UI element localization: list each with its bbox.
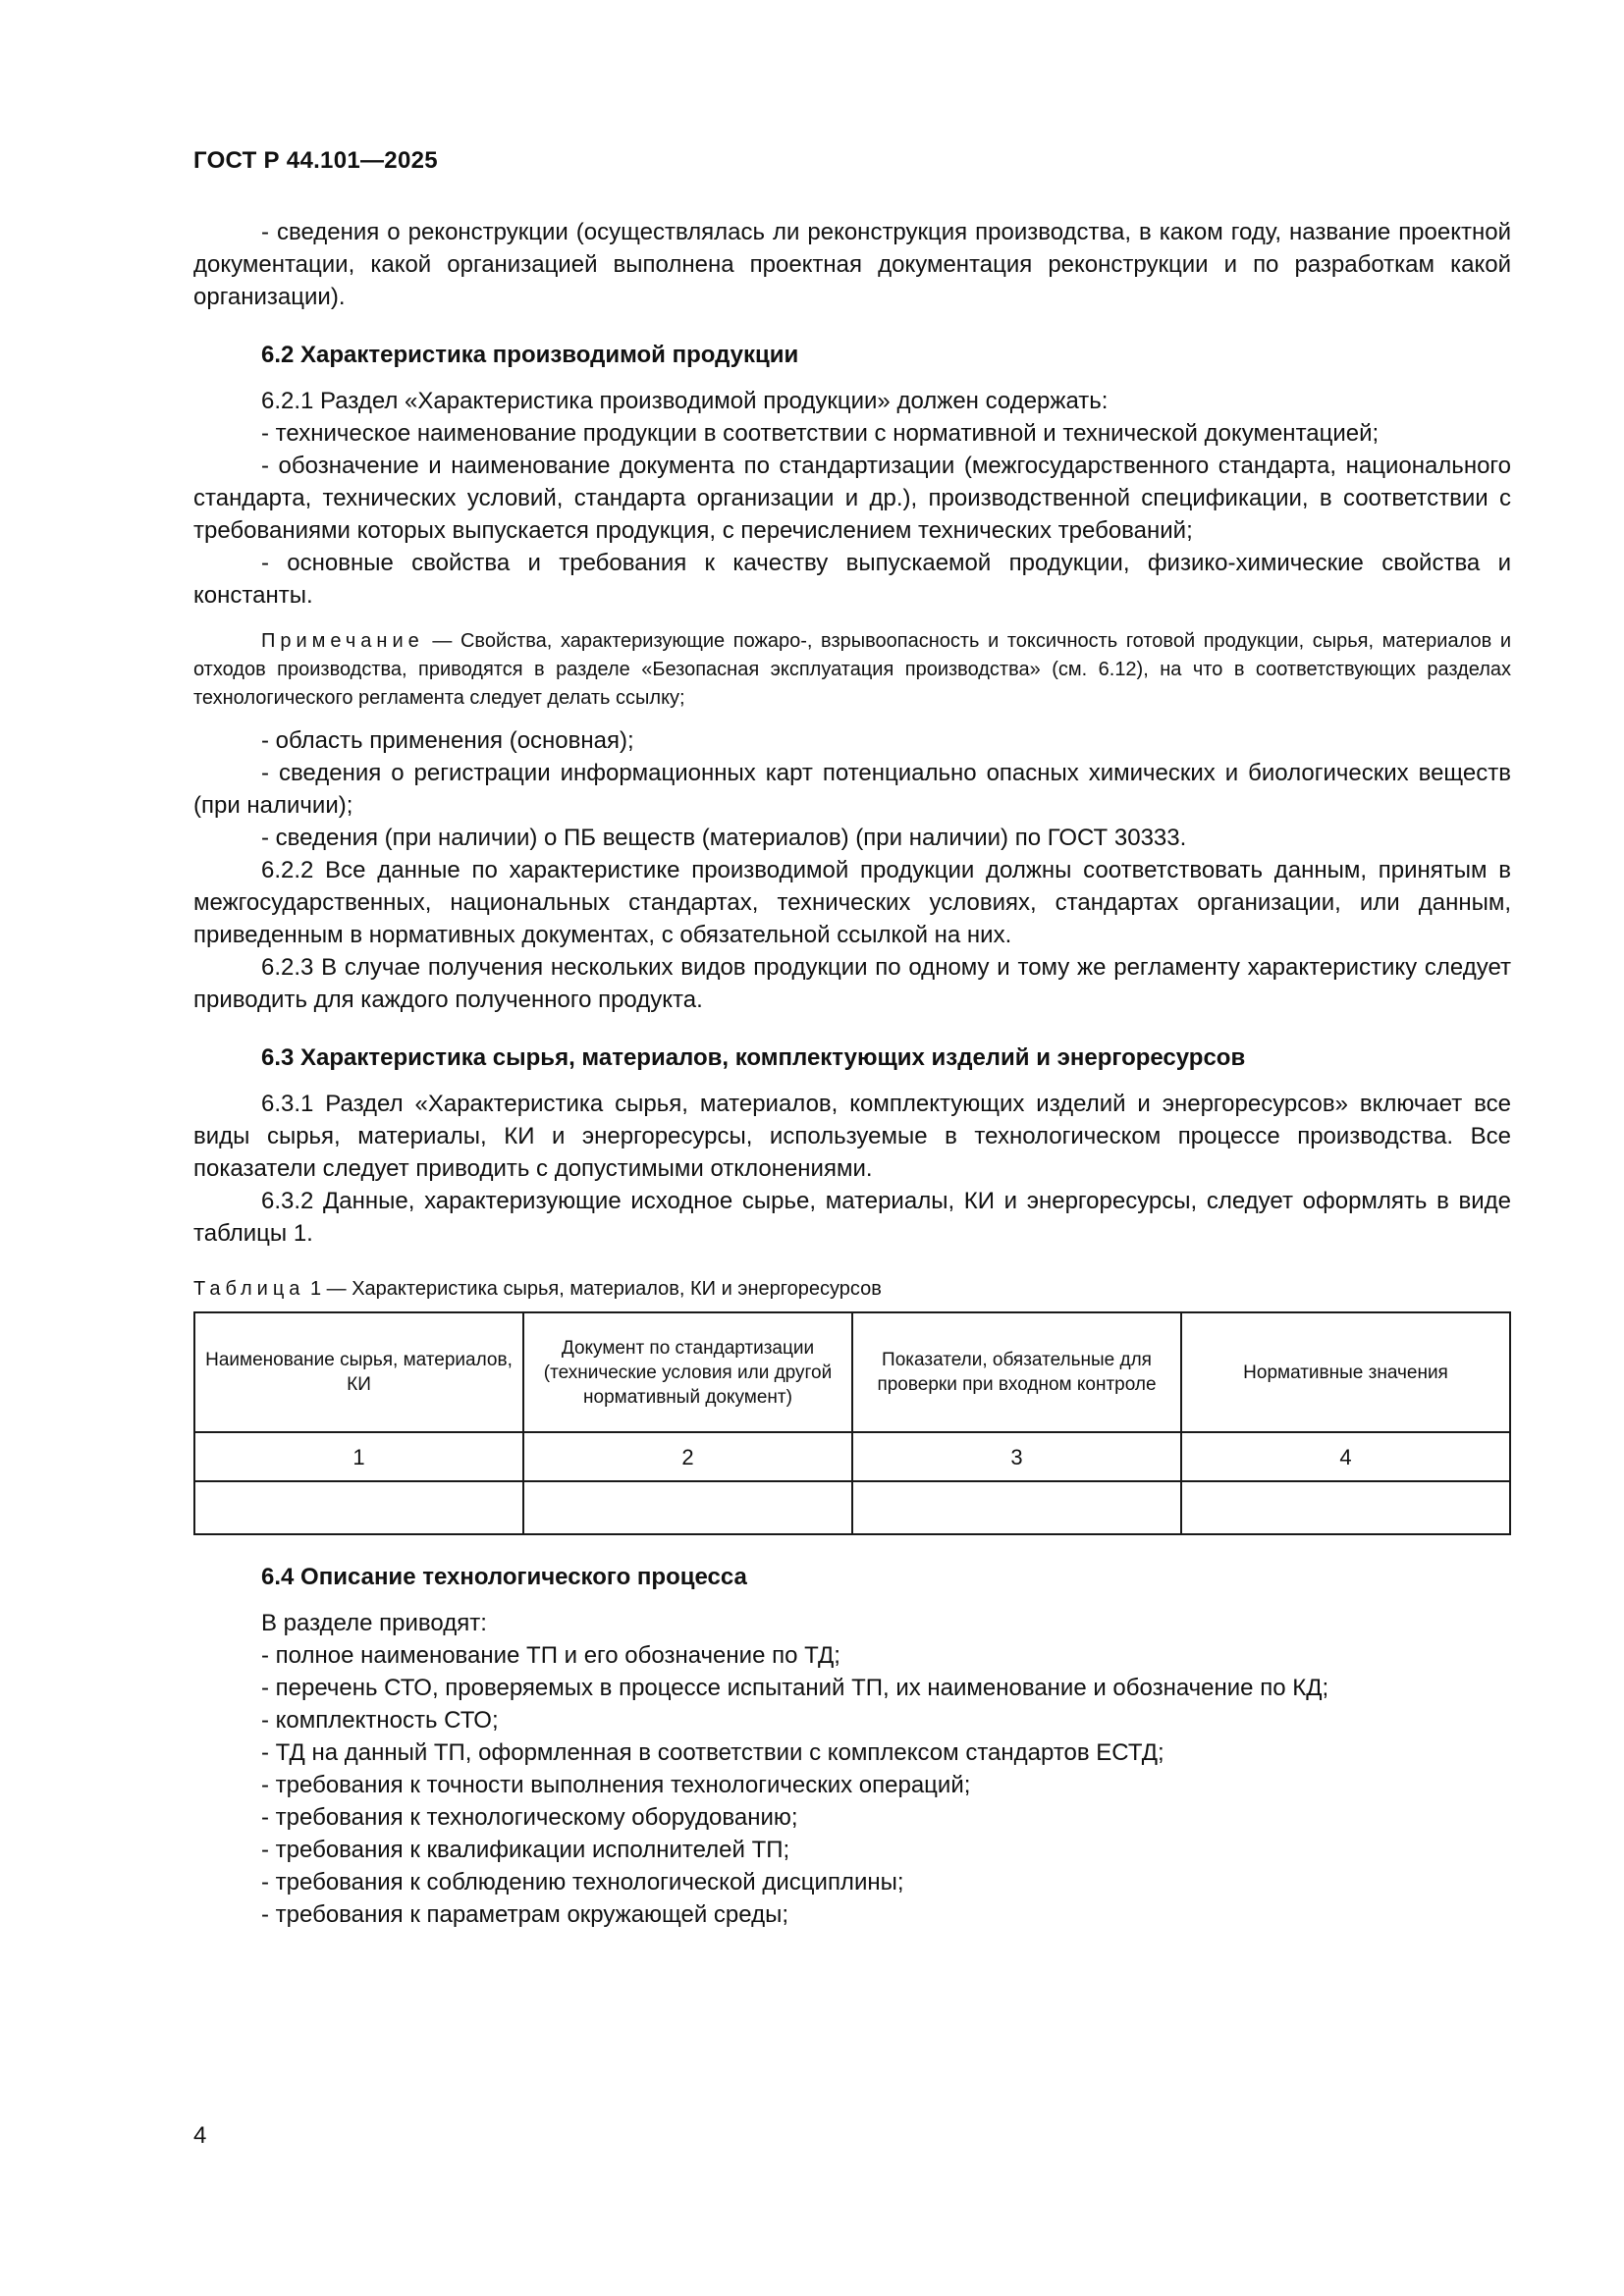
table-1 — [193, 1311, 1511, 1535]
section-6-4-list — [193, 1607, 1511, 1931]
table-number-cell: 3 — [852, 1432, 1181, 1481]
section-6-3-1: 6.3.1 Раздел «Характеристика сырья, материалов, комплектующих изделий и энергоресурсов» включает все виды сырья, материалы, КИ и энергоресурсы, используемые в технологическом процессе производства. Все показатели следует приводить с допустимыми отклонениями. — [193, 1091, 1511, 1182]
list-item: - требования к параметрам окружающей среды; — [261, 1901, 789, 1928]
table-caption-text: 1 — Характеристика сырья, материалов, КИ и энергоресурсов — [304, 1278, 882, 1300]
table-cell — [1181, 1481, 1510, 1534]
note — [193, 627, 1511, 713]
section-6-4-heading: 6.4 Описание технологического процесса — [261, 1564, 747, 1590]
list-item: - сведения о регистрации информационных карт потенциально опасных химических и биологических веществ (при наличии); — [193, 760, 1511, 819]
list-item: - требования к технологическому оборудованию; — [261, 1804, 798, 1831]
table-number-cell: 1 — [194, 1432, 523, 1481]
section-6-2-heading: 6.2 Характеристика производимой продукции — [261, 342, 799, 368]
note-label: Примечание — [261, 630, 424, 652]
table-cell — [523, 1481, 852, 1534]
list-item: - требования к квалификации исполнителей ТП; — [261, 1837, 790, 1863]
intro-item: - сведения о реконструкции (осуществлялась ли реконструкция производства, в каком году, название проектной документации, какой организацией выполнена проектная документация реконструкции и по разработкам какой организации). — [193, 219, 1511, 310]
table-header-cell: Показатели, обязательные для проверки при входном контроле — [852, 1312, 1181, 1432]
list-item: - основные свойства и требования к качеству выпускаемой продукции, физико-химические свойства и константы. — [193, 550, 1511, 609]
table-header-cell: Наименование сырья, материалов, КИ — [194, 1312, 523, 1432]
section-6-2-2: 6.2.2 Все данные по характеристике производимой продукции должны соответствовать данным, принятым в межгосударственных, национальных стандартах, технических условиях, стандартах организации, или данным, приведенным в нормативных документах, с обязательной ссылкой на них. — [193, 857, 1511, 948]
document-page — [193, 147, 1511, 1931]
table-number-cell: 4 — [1181, 1432, 1510, 1481]
section-6-4-lead: В разделе приводят: — [261, 1610, 487, 1636]
table-header-row — [194, 1312, 1510, 1432]
table-header-cell: Документ по стандартизации (технические условия или другой нормативный документ) — [523, 1312, 852, 1432]
list-item: - требования к соблюдению технологической дисциплины; — [261, 1869, 904, 1896]
table-number-row — [194, 1432, 1510, 1481]
section-6-3-heading: 6.3 Характеристика сырья, материалов, комплектующих изделий и энергоресурсов — [261, 1044, 1246, 1071]
list-item: - перечень СТО, проверяемых в процессе испытаний ТП, их наименование и обозначение по КД; — [261, 1675, 1329, 1701]
list-item: - обозначение и наименование документа по стандартизации (межгосударственного стандарта, национального стандарта, технических условий, стандарта организации и др.), производственной спецификации, в соответствии с требованиями которых выпускается продукция, с перечислением технических требований; — [193, 453, 1511, 544]
list-item: - ТД на данный ТП, оформленная в соответствии с комплексом стандартов ЕСТД; — [261, 1739, 1164, 1766]
note-text: — Свойства, характеризующие пожаро-, взрывоопасность и токсичность готовой продукции, сырья, материалов и отходов производства, приводятся в разделе «Безопасная эксплуатация производства» (см. 6.12), на что в соответствующих разделах технологического регламента следует делать ссылку; — [193, 630, 1511, 709]
list-item: - полное наименование ТП и его обозначение по ТД; — [261, 1642, 840, 1669]
table-row — [194, 1481, 1510, 1534]
page-number: 4 — [193, 2122, 207, 2149]
list-item: - сведения (при наличии) о ПБ веществ (материалов) (при наличии) по ГОСТ 30333. — [261, 825, 1187, 851]
table-caption-label: Таблица — [193, 1278, 305, 1300]
table-caption — [193, 1275, 1511, 1304]
list-item: - область применения (основная); — [261, 727, 634, 754]
section-6-2-3: 6.2.3 В случае получения нескольких видов продукции по одному и тому же регламенту характеристику следует приводить для каждого полученного продукта. — [193, 954, 1511, 1013]
table-header-cell: Нормативные значения — [1181, 1312, 1510, 1432]
list-item: - требования к точности выполнения технологических операций; — [261, 1772, 971, 1798]
list-item: - комплектность СТО; — [261, 1707, 499, 1734]
document-header: ГОСТ Р 44.101—2025 — [193, 147, 438, 174]
section-6-3-2: 6.3.2 Данные, характеризующие исходное сырье, материалы, КИ и энергоресурсы, следует оформлять в виде таблицы 1. — [193, 1188, 1511, 1247]
table-cell — [194, 1481, 523, 1534]
list-item: - техническое наименование продукции в соответствии с нормативной и технической документацией; — [261, 420, 1380, 447]
table-number-cell: 2 — [523, 1432, 852, 1481]
table-cell — [852, 1481, 1181, 1534]
section-6-2-1: 6.2.1 Раздел «Характеристика производимой продукции» должен содержать: — [261, 388, 1109, 414]
